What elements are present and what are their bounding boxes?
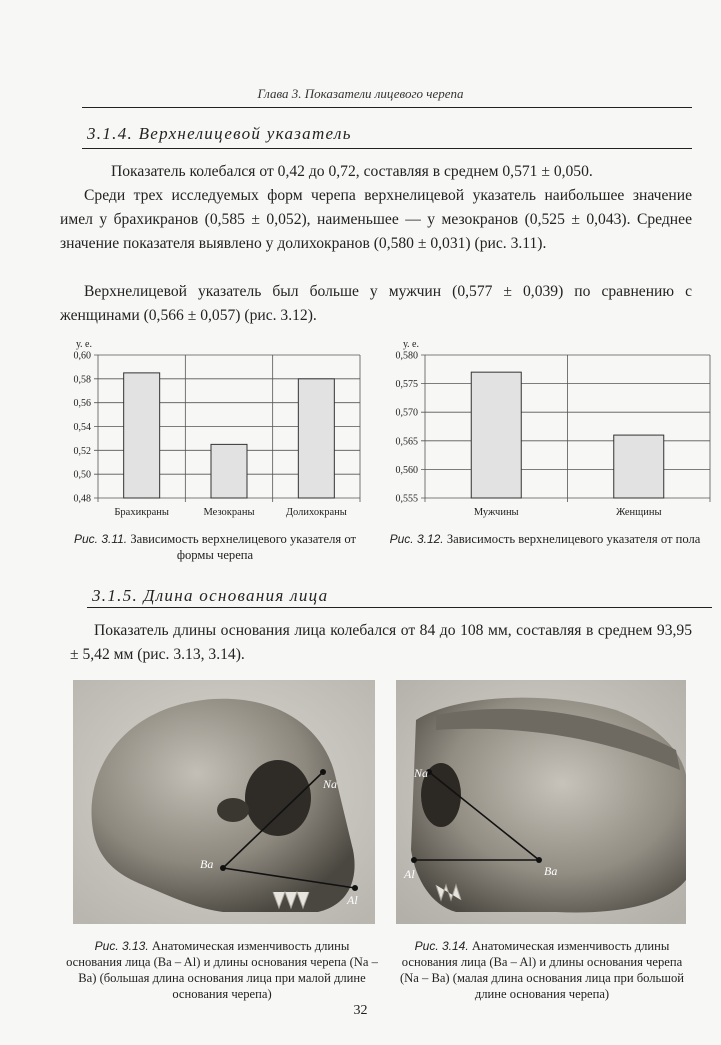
x-tick-label: Брахикраны [114, 507, 169, 518]
point-label-ba: Ba [200, 857, 214, 871]
section-rule-1 [82, 148, 692, 149]
running-head: Глава 3. Показатели лицевого черепа [257, 86, 464, 101]
y-axis-label: у. е. [403, 339, 419, 350]
y-tick-label: 0,56 [73, 398, 91, 410]
page-number: 32 [353, 1003, 368, 1018]
caption-text: Анатомическая изменчивость длины основания лица (Ba – Al) и длины основания черепа (Na – Ba) (большая длина основания лица при малой длине основания черепа) [66, 939, 378, 1001]
bar-Мужчины [471, 372, 521, 498]
caption-label: Рис. 3.13. [94, 939, 149, 953]
x-tick-label: Долихокраны [285, 507, 347, 518]
caption-figure-3-13 [66, 938, 378, 1002]
paragraph-text: Среди трех исследуемых форм черепа верхнелицевой указатель наибольшее значение имел у брахикранов (0,585 ± 0,052), наименьшее — у мезокранов (0,525 ± 0,043). Среднее значение показателя выявлено у долихокранов (0,580 ± 0,031) (рис. 3.11). [60, 187, 692, 252]
bar-Брахикраны [124, 373, 160, 498]
point-label-al: Al [347, 893, 358, 907]
bar-Долихокраны [298, 379, 334, 498]
skull-photo-3-13 [73, 680, 375, 924]
caption-figure-3-12 [385, 531, 705, 547]
point-label-al: Al [404, 867, 415, 881]
paragraph [87, 160, 692, 184]
y-tick-label: 0,575 [395, 379, 418, 391]
paragraph-text: Показатель колебался от 0,42 до 0,72, составляя в среднем 0,571 ± 0,050. [111, 163, 593, 180]
caption-text: Анатомическая изменчивость длины основания лица (Ba – Al) и длины основания черепа (Na – Ba) (малая длина основания лица при большой длине основания черепа) [399, 939, 685, 1001]
bar-Женщины [614, 435, 664, 498]
caption-figure-3-14 [392, 938, 692, 1002]
y-tick-label: 0,48 [73, 493, 91, 505]
skull-photo-3-14 [396, 680, 686, 924]
x-tick-label: Женщины [615, 507, 662, 518]
y-tick-label: 0,560 [395, 464, 418, 476]
y-axis-label: у. е. [76, 339, 92, 350]
caption-figure-3-11 [55, 531, 375, 563]
chart-figure-3-12 [380, 335, 720, 530]
y-tick-label: 0,570 [395, 407, 418, 419]
point-label-na: Na [414, 766, 429, 780]
section-title-3-1-5: 3.1.5. Длина основания лица [92, 586, 329, 605]
y-tick-label: 0,580 [395, 350, 418, 362]
caption-label: Рис. 3.14. [414, 939, 469, 953]
section-title-3-1-4: 3.1.4. Верхнелицевой указатель [87, 124, 352, 143]
chart-figure-3-11 [40, 335, 380, 530]
paragraph-text: Верхнелицевой указатель был больше у мужчин (0,577 ± 0,039) по сравнению с женщинами (0,566 ± 0,057) (рис. 3.12). [60, 283, 692, 324]
caption-text: Зависимость верхнелицевого указателя от пола [446, 532, 701, 546]
y-tick-label: 0,60 [73, 350, 91, 362]
y-tick-label: 0,52 [73, 445, 91, 457]
section-rule-2 [87, 607, 712, 608]
x-tick-label: Мезокраны [203, 507, 255, 518]
y-tick-label: 0,58 [73, 374, 91, 386]
y-tick-label: 0,54 [73, 422, 91, 433]
header-rule [82, 107, 692, 108]
x-tick-label: Мужчины [473, 507, 519, 518]
paragraph [70, 619, 692, 667]
caption-text: Зависимость верхнелицевого указателя от формы черепа [130, 532, 356, 562]
caption-label: Рис. 3.11. [74, 532, 128, 546]
paragraph [60, 184, 692, 256]
paragraph [60, 280, 692, 328]
bar-Мезокраны [211, 444, 247, 498]
point-label-na: Na [323, 777, 338, 791]
point-label-ba: Ba [544, 864, 558, 878]
y-tick-label: 0,50 [73, 469, 91, 481]
y-tick-label: 0,555 [395, 493, 418, 505]
caption-label: Рис. 3.12. [389, 532, 444, 546]
paragraph-text: Показатель длины основания лица колебался от 84 до 108 мм, составляя в среднем 93,95 ± 5,42 мм (рис. 3.13, 3.14). [70, 622, 692, 663]
y-tick-label: 0,565 [395, 436, 418, 448]
